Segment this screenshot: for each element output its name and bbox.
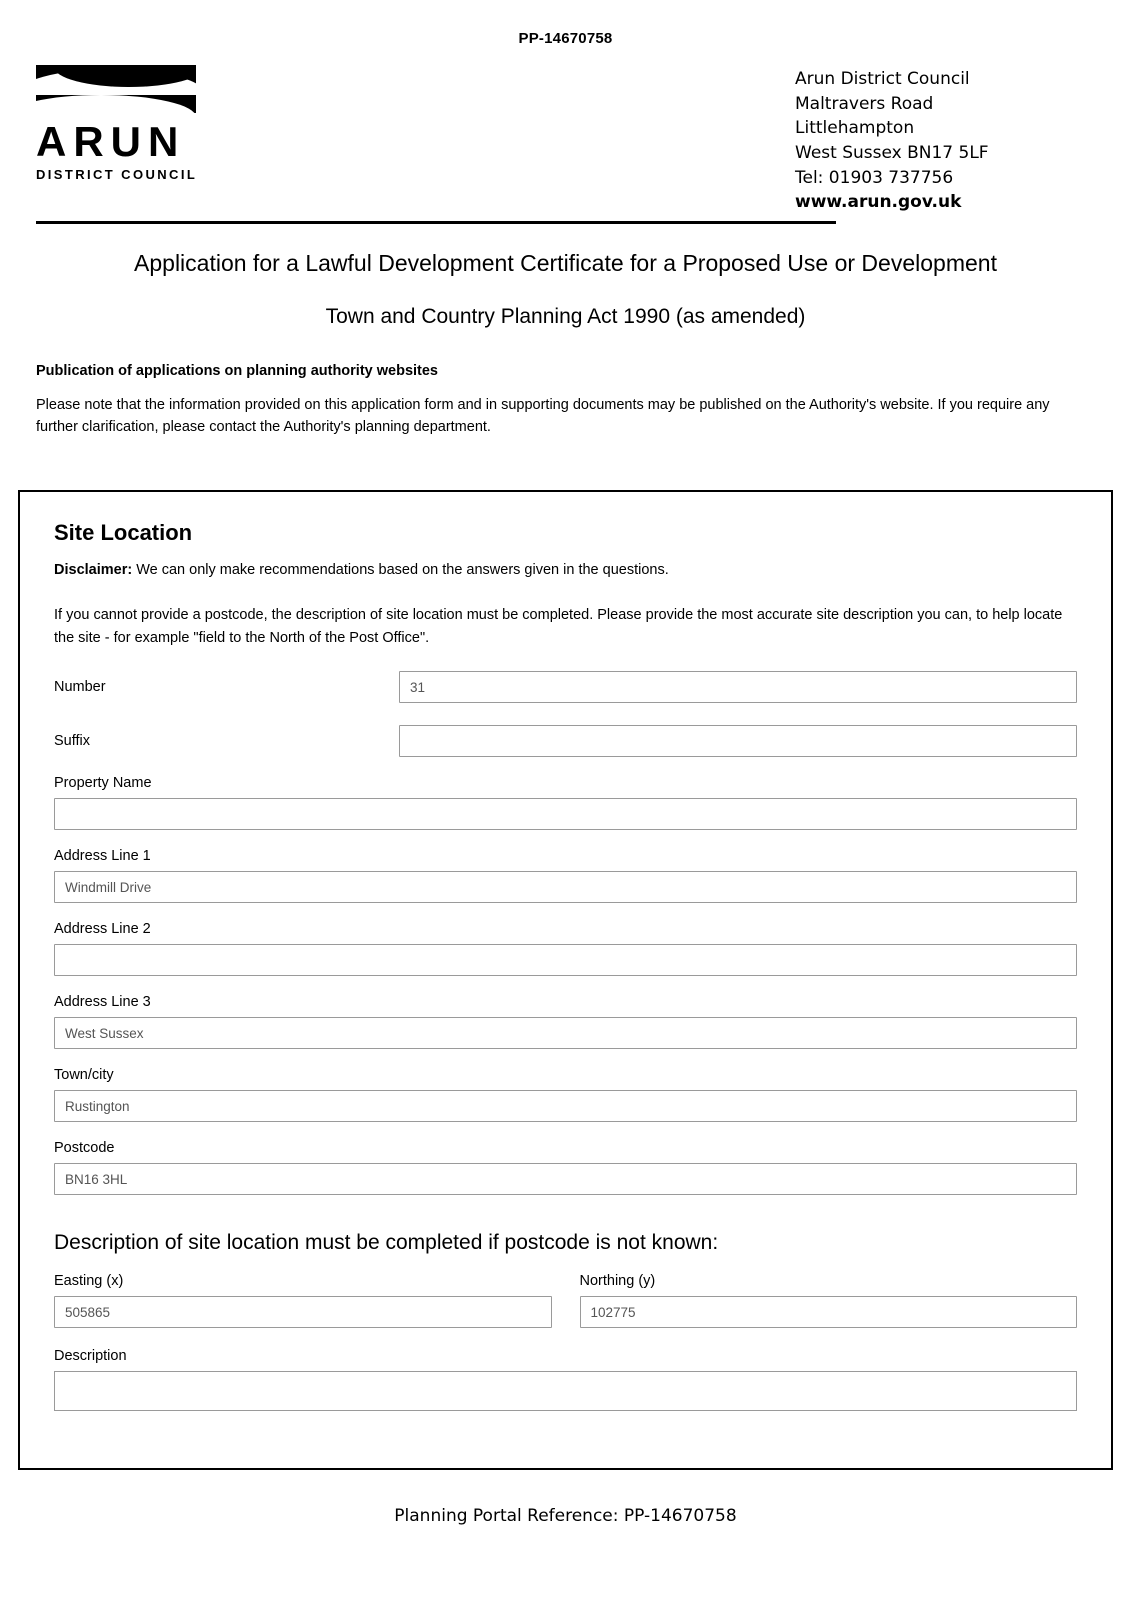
suffix-field-row bbox=[54, 725, 1077, 757]
publication-body: Please note that the information provided on this application form and in supporting documents may be published on the Authority's website. If you require any further clarification, please contact the Authority's planning department. bbox=[36, 396, 1050, 435]
site-location-note: If you cannot provide a postcode, the description of site location must be completed. Please provide the most accurate site description you can, to help locate the site - for example "field to the North of the Post Office". bbox=[54, 607, 1063, 646]
logo-subtitle: DISTRICT COUNCIL bbox=[36, 167, 198, 183]
property-name-label: Property Name bbox=[54, 775, 152, 792]
council-website: www.arun.gov.uk bbox=[795, 192, 962, 213]
disclaimer bbox=[54, 560, 1093, 582]
address-line-2-input[interactable] bbox=[54, 944, 1077, 976]
suffix-input[interactable] bbox=[399, 725, 1077, 757]
address-line-1-label: Address Line 1 bbox=[54, 848, 151, 865]
site-location-title: Site Location bbox=[54, 520, 193, 546]
council-street: Maltravers Road bbox=[795, 93, 934, 114]
number-input[interactable]: 31 bbox=[399, 671, 1077, 703]
page-footer: Planning Portal Reference: PP-14670758 bbox=[394, 1506, 737, 1527]
northing-label: Northing (y) bbox=[579, 1273, 656, 1290]
logo-wordmark: ARUN bbox=[36, 118, 186, 165]
arun-bird-logo-icon bbox=[36, 65, 196, 113]
site-location-panel bbox=[18, 490, 1113, 1470]
disclaimer-text: We can only make recommendations based on the answers given in the questions. bbox=[132, 562, 669, 579]
coordinates-row bbox=[54, 1273, 1077, 1328]
council-logo bbox=[36, 65, 366, 182]
property-name-input[interactable] bbox=[54, 798, 1077, 830]
address-line-2-field bbox=[54, 921, 1077, 976]
header-divider bbox=[36, 221, 836, 224]
publication-heading: Publication of applications on planning authority websites bbox=[36, 362, 438, 379]
number-label: Number bbox=[54, 679, 106, 696]
description-field bbox=[54, 1348, 1077, 1411]
property-name-field bbox=[54, 775, 1077, 830]
easting-field bbox=[54, 1273, 552, 1328]
address-line-3-input[interactable]: West Sussex bbox=[54, 1017, 1077, 1049]
document-header bbox=[0, 47, 1131, 215]
town-city-label: Town/city bbox=[54, 1067, 114, 1084]
postcode-input[interactable]: BN16 3HL bbox=[54, 1163, 1077, 1195]
council-county-postcode: West Sussex BN17 5LF bbox=[795, 142, 989, 163]
document-reference: PP-14670758 bbox=[518, 30, 613, 47]
address-line-1-input[interactable]: Windmill Drive bbox=[54, 871, 1077, 903]
address-line-1-field bbox=[54, 848, 1077, 903]
page-title: Application for a Lawful Development Certificate for a Proposed Use or Development bbox=[134, 249, 997, 276]
northing-field bbox=[580, 1273, 1078, 1328]
page-subtitle: Town and Country Planning Act 1990 (as amended) bbox=[325, 304, 806, 328]
number-field-row bbox=[54, 671, 1077, 703]
postcode-label: Postcode bbox=[54, 1140, 115, 1157]
town-city-input[interactable]: Rustington bbox=[54, 1090, 1077, 1122]
description-input[interactable] bbox=[54, 1371, 1077, 1411]
suffix-label: Suffix bbox=[54, 733, 91, 750]
postcode-field bbox=[54, 1140, 1077, 1195]
council-address-block bbox=[795, 65, 1095, 215]
northing-input[interactable]: 102775 bbox=[580, 1296, 1078, 1328]
easting-input[interactable]: 505865 bbox=[54, 1296, 552, 1328]
description-section-heading: Description of site location must be completed if postcode is not known: bbox=[54, 1231, 719, 1255]
address-line-2-label: Address Line 2 bbox=[54, 921, 151, 938]
council-town: Littlehampton bbox=[795, 118, 915, 139]
address-line-3-field bbox=[54, 994, 1077, 1049]
address-line-3-label: Address Line 3 bbox=[54, 994, 151, 1011]
council-name: Arun District Council bbox=[795, 69, 970, 89]
disclaimer-label: Disclaimer: bbox=[54, 562, 133, 579]
council-telephone: Tel: 01903 737756 bbox=[795, 167, 954, 188]
town-city-field bbox=[54, 1067, 1077, 1122]
easting-label: Easting (x) bbox=[54, 1273, 124, 1290]
description-label: Description bbox=[54, 1348, 127, 1365]
